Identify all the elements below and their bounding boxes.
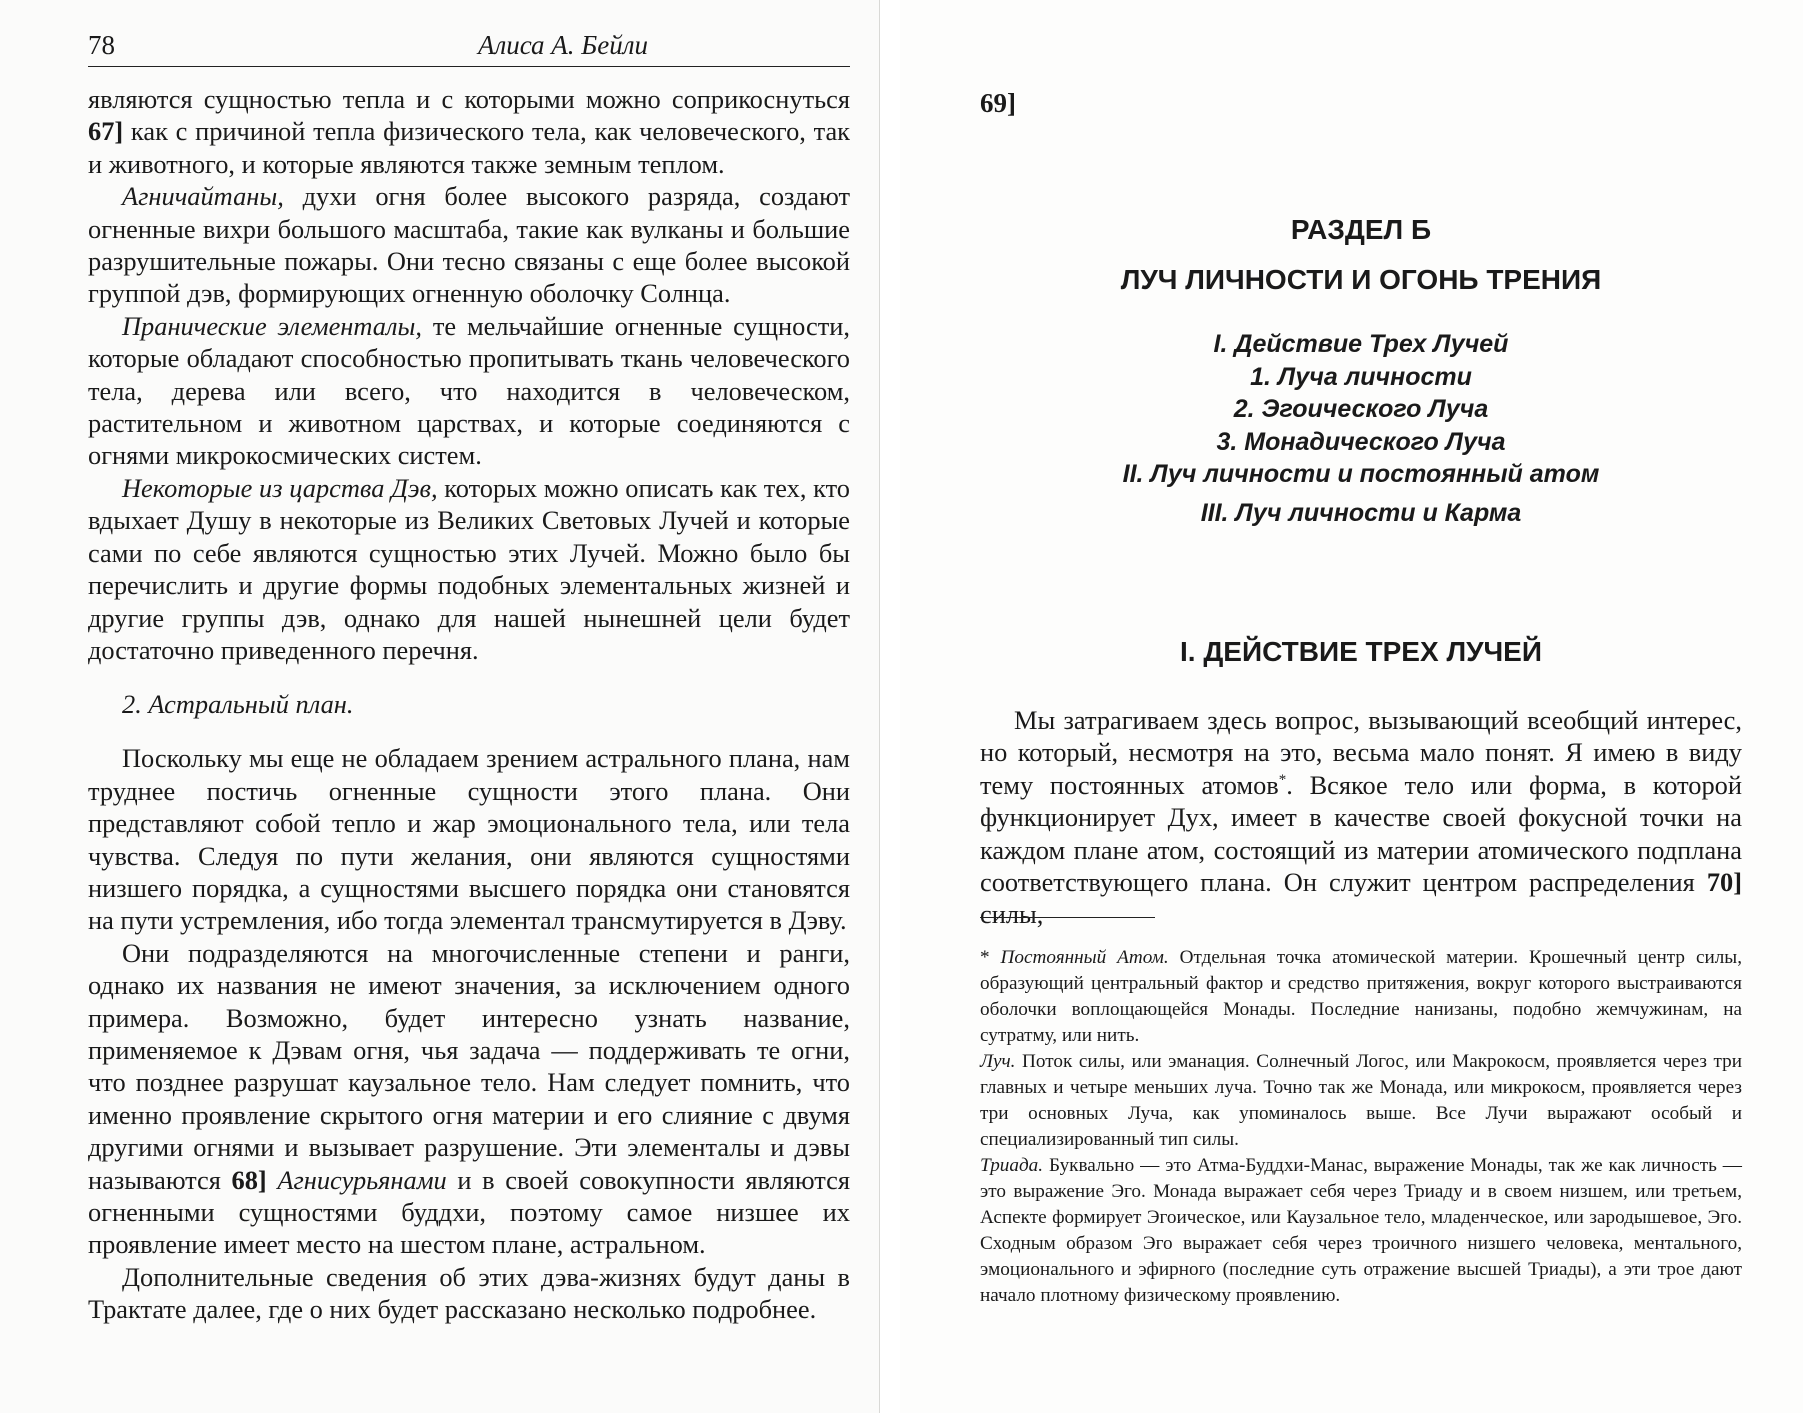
footnote-ref: * — [1278, 772, 1287, 789]
text-run: Отдельная точка атомической материи. Крошечный центр силы, образующий центральный фактор и средство притяжения, вокруг которого выстраиваются оболочки воплощающейся Монады. Последние нанизаны, подобно жемчужинам, на сутратму, или нить. — [980, 947, 1742, 1046]
text-run: . Всякое тело или форма, в которой функционирует Дух, имеет в качестве своей фокусной точки на каждом плане атом, состоящий из материи атомического подплана соответствующего плана. Он служит центром распределения — [980, 769, 1743, 898]
footnote-term: Постоянный Атом. — [1000, 947, 1169, 968]
term-pranic-elementals: Пранические элементалы, — [122, 310, 422, 341]
text-run: являются сущностью тепла и с которыми можно соприкоснуться — [88, 84, 850, 114]
left-body-text — [88, 83, 850, 1326]
paragraph-1 — [88, 83, 850, 180]
text-run: духи огня более высокого разряда, создают огненные вихри большого масштаба, такие как вулканы и большие разрушительные пожары. Они тесно связаны с еще более высокой группой дэв, формирующих огненную оболочку Солнца. — [88, 181, 850, 309]
paragraph-6 — [88, 937, 850, 1261]
text-run: те мельчайшие огненные сущности, которые обладают способностью пропитывать ткань человеческого тела, дерева или всего, что находится в человеческом, растительном и животном царствах, и которые соединяются с огнями микрокосмических систем. — [88, 310, 850, 471]
contents-item: 2. Эгоического Луча — [1233, 395, 1489, 423]
text-run: как с причиной тепла физического тела, как человеческого, так и животного, и которые являются также земным теплом. — [88, 116, 850, 179]
text-run: Они подразделяются на многочисленные степени и ранги, однако их названия не имеют значения, за исключением одного примера. Возможно, будет интересно узнать название, применяемое к Дэвам огня, чья задача — поддерживать те огни, что позднее разрушат каузальное тело. Нам следует помнить, что именно проявление скрытого огня материи и его слияние с двумя другими огнями и вызывает разрушение. Эти элементалы и дэвы называются — [88, 937, 850, 1195]
paragraph-7: Дополнительные сведения об этих дэва-жизнях будут даны в Трактате далее, где о них будет рассказано несколько подробнее. — [88, 1261, 850, 1325]
paragraph-5: Поскольку мы еще не обладаем зрением астрального плана, нам труднее постичь огненные сущности этого плана. Они представляют собой тепло и жар эмоционального тела, или тела чувства. Следуя по пути желания, они являются сущностями низшего порядка, а сущностями высшего порядка они становятся на пути устремления, ибо тогда элементал трансмутируется в Дэву. — [88, 743, 850, 936]
left-page — [0, 0, 880, 1413]
page-marker-69: 69] — [980, 88, 1016, 118]
text-run: силы, — [980, 899, 1044, 930]
footnote-term: Триада. — [980, 1155, 1044, 1176]
paragraph-4 — [88, 472, 850, 666]
page-marker-70: 70] — [1706, 867, 1742, 898]
paragraph-2 — [88, 180, 850, 310]
subheading-astral-plane: 2. Астральный план. — [122, 689, 354, 720]
term-agnisuryany: Агнисурьянами — [266, 1164, 447, 1195]
chapter-heading: I. ДЕЙСТВИЕ ТРЕХ ЛУЧЕЙ — [1180, 636, 1542, 667]
contents-item: II. Луч личности и постоянный атом — [1122, 460, 1600, 488]
page-marker-68: 68] — [231, 1164, 267, 1195]
running-head — [88, 26, 850, 67]
footnote-triad — [980, 1153, 1742, 1309]
section-header — [980, 212, 1742, 529]
footnotes — [980, 945, 1742, 1309]
footnote-permanent-atom — [980, 945, 1742, 1049]
contents-item: III. Луч личности и Карма — [1200, 498, 1522, 527]
right-page — [900, 0, 1803, 1413]
footnote-ray — [980, 1049, 1742, 1153]
contents-item: 3. Монадического Луча — [1216, 427, 1506, 456]
contents-item: 1. Луча личности — [1250, 362, 1472, 391]
right-body-text — [980, 704, 1742, 931]
text-run: Мы затрагиваем здесь вопрос, вызывающий всеобщий интерес, но который, несмотря на это, весьма мало понят. Я имею в виду тему постоянных атомов — [980, 705, 1742, 800]
paragraph-3 — [88, 310, 850, 472]
term-deva-kingdom: Некоторые из царства Дэв, — [122, 472, 438, 503]
page-marker-67: 67] — [88, 116, 124, 147]
footnote-star: * — [980, 947, 1001, 968]
section-subtitle: ЛУЧ ЛИЧНОСТИ И ОГОНЬ ТРЕНИЯ — [1120, 264, 1602, 295]
footnote-term: Луч. — [980, 1051, 1016, 1072]
term-agnichaitany: Агничайтаны, — [122, 181, 284, 212]
footnote-divider — [980, 917, 1155, 918]
section-contents — [980, 328, 1742, 529]
text-run: и в своей совокупности являются огненными сущностями буддхи, поэтому самое низшее их проявление имеет место на шестом плане, астральном. — [88, 1164, 850, 1260]
contents-item: I. Действие Трех Лучей — [1213, 330, 1509, 358]
text-run: которых можно описать как тех, кто вдыхает Душу в некоторые из Великих Световых Лучей и которые сами по себе являются сущностью этих Лучей. Можно было бы перечислить и другие формы подобных элементальных жизней и другие группы дэв, однако для нашей нынешней цели будет достаточно приведенного перечня. — [88, 472, 850, 665]
paragraph-intro — [980, 704, 1742, 931]
running-title: Алиса А. Бейли — [478, 30, 648, 60]
text-run: Поток силы, или эманация. Солнечный Логос, или Макрокосм, проявляется через три главных и четыре меньших луча. Точно так же Монада, или микрокосм, проявляется через три основных Луча, как упоминалось выше. Все Лучи выражают особый и специализированный тип силы. — [980, 1051, 1742, 1150]
page-number: 78 — [88, 30, 115, 60]
text-run: Буквально — это Атма-Буддхи-Манас, выражение Монады, так же как личность — это выражение Эго. Монада выражает себя через Триаду и в своем низшем, или третьем, Аспекте формирует Эгоическое, или Каузальное тело, младенческое, или зародышевое, Эго. Сходным образом Эго выражает себя через троичного низшего человека, ментального, эмоционального и эфирного (последние суть отражение высшей Триады), а эти трое дают начало плотному физическому проявлению. — [980, 1155, 1742, 1306]
section-title: РАЗДЕЛ Б — [1290, 214, 1432, 245]
